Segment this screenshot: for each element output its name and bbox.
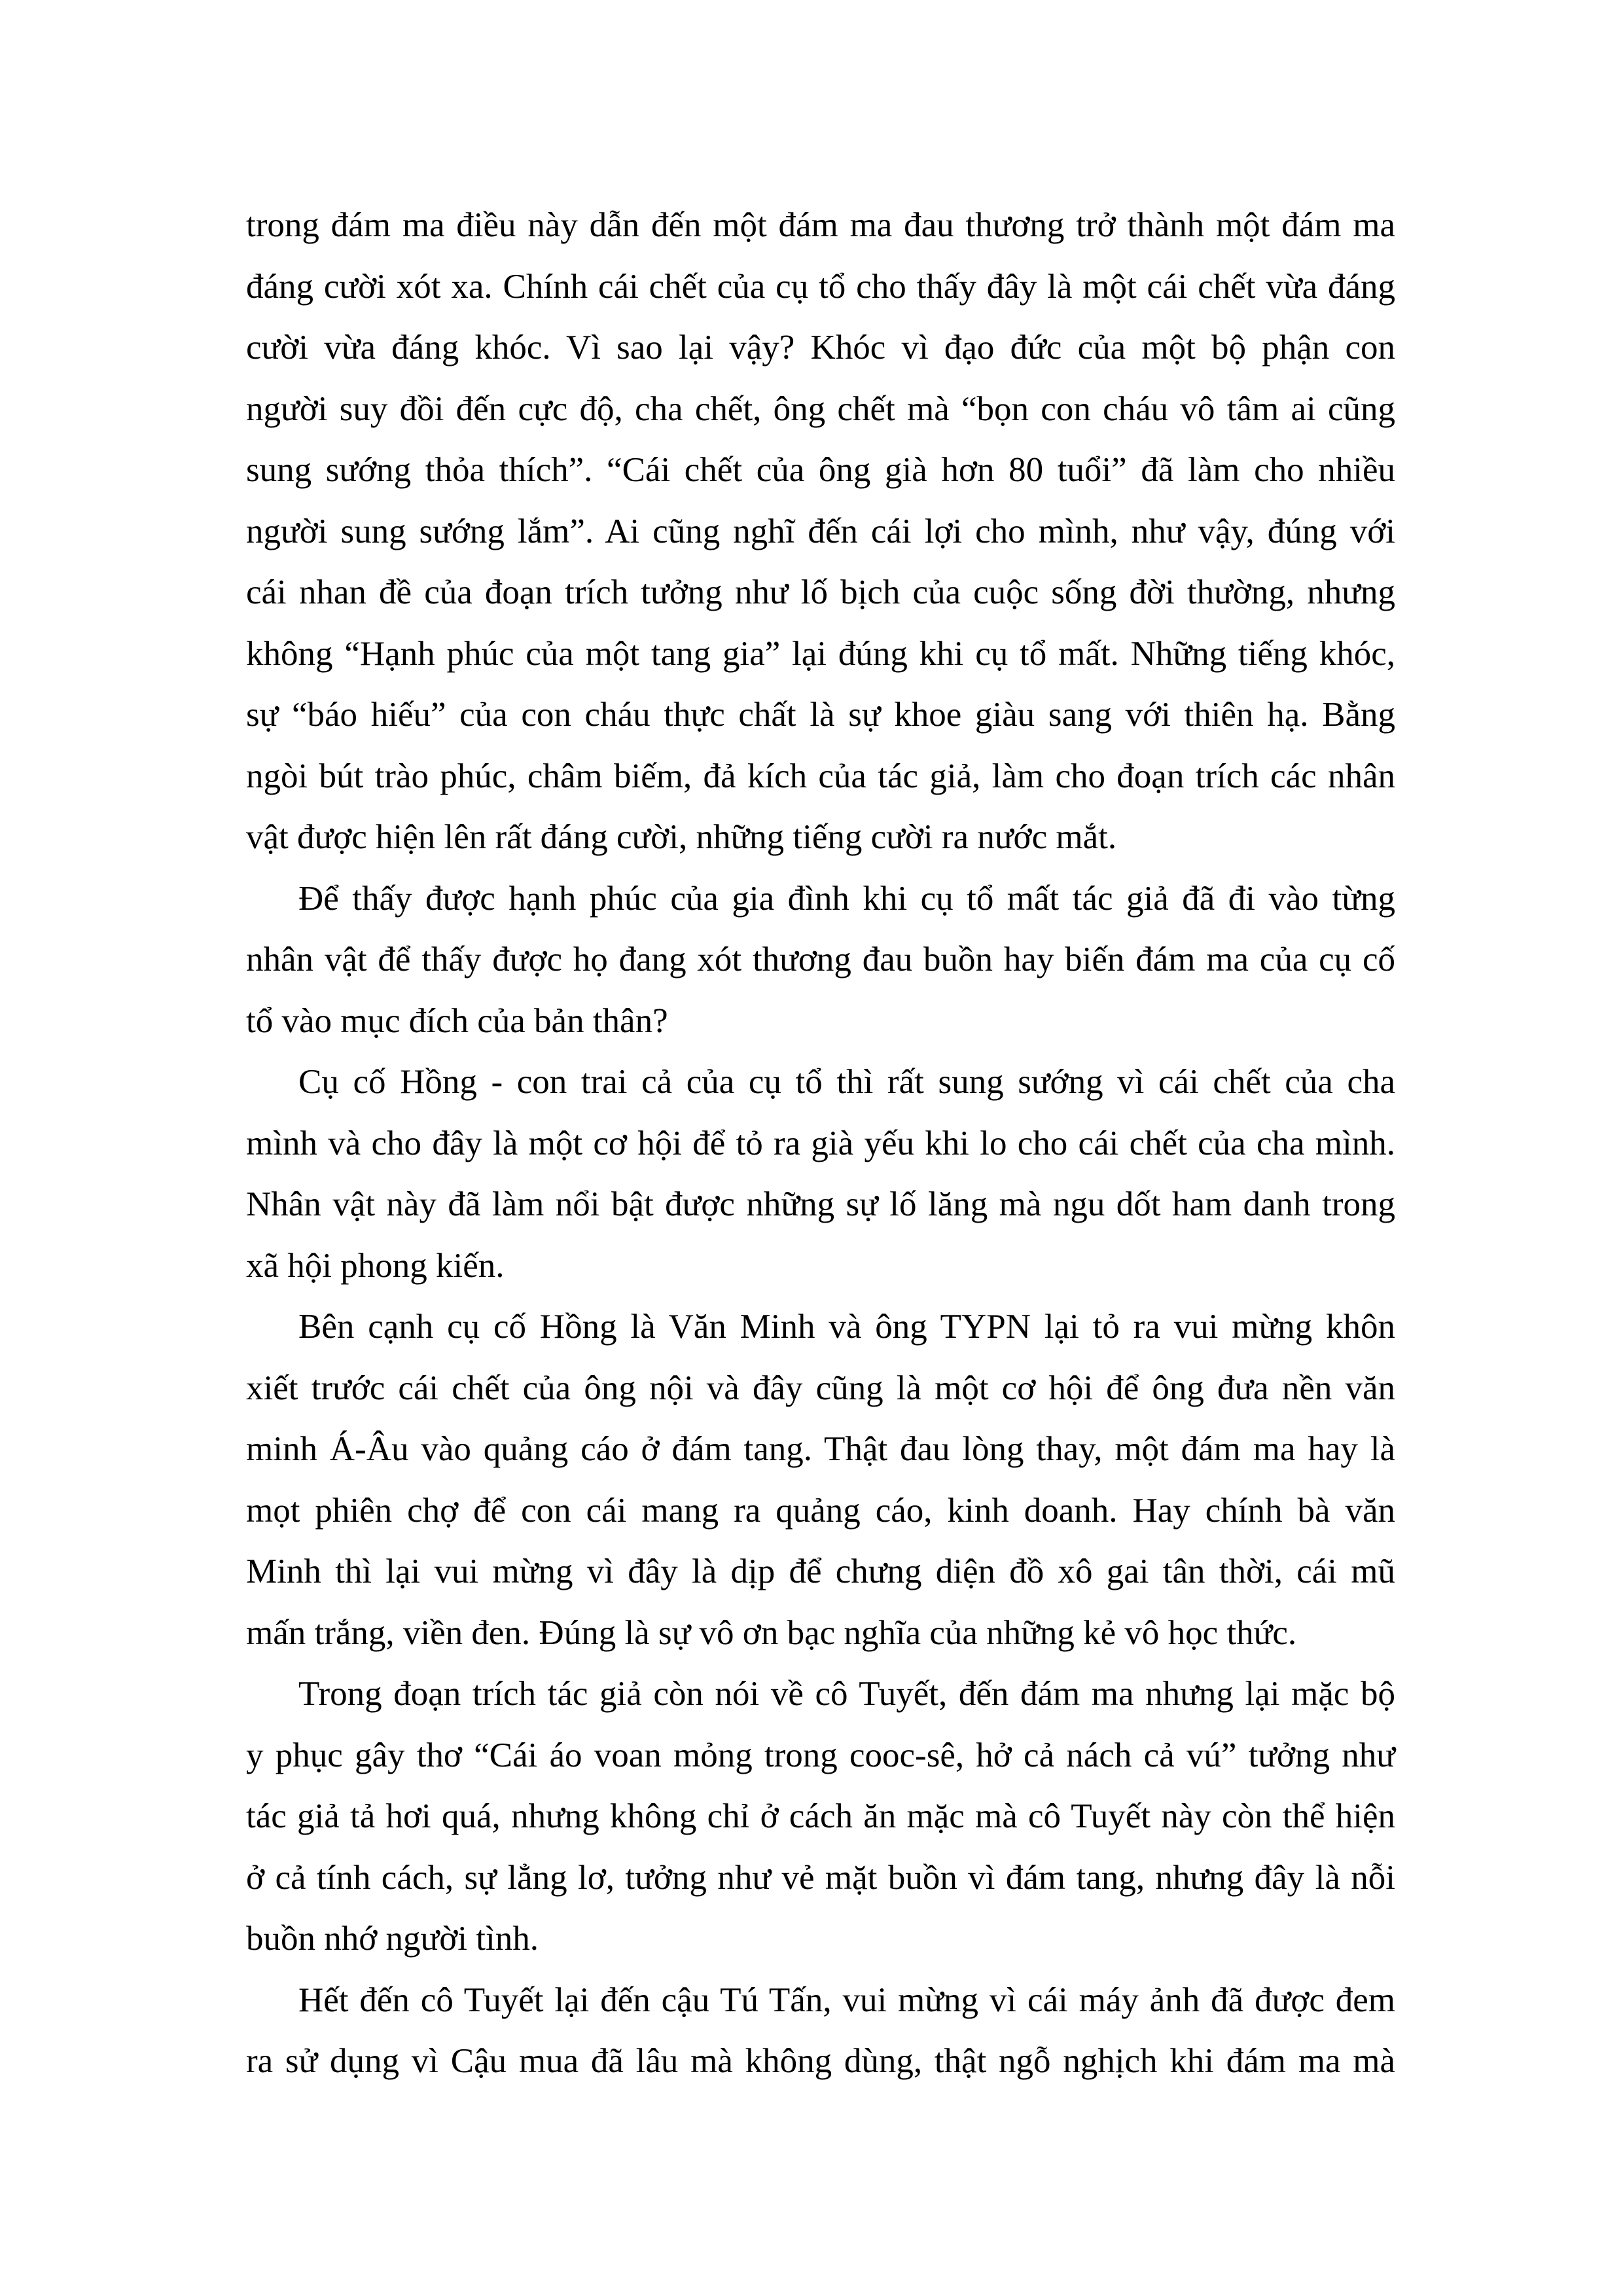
text-line: ra sử dụng vì Cậu mua đã lâu mà không dùng, thật ngỗ nghịch khi đám ma mà	[246, 2042, 1395, 2080]
text-line: Để thấy được hạnh phúc của gia đình khi cụ tổ mất tác giả đã đi vào từng	[298, 879, 1395, 918]
text-line: minh Á-Âu vào quảng cáo ở đám tang. Thật đau lòng thay, một đám ma hay là	[246, 1430, 1395, 1468]
paragraph	[246, 195, 1395, 869]
text-line: cười vừa đáng khóc. Vì sao lại vậy? Khóc vì đạo đức của một bộ phận con	[246, 329, 1395, 367]
paragraph	[246, 869, 1395, 1052]
text-line: cái nhan đề của đoạn trích tưởng như lố bịch của cuộc sống đời thường, nhưng	[246, 573, 1395, 611]
text-line: trong đám ma điều này dẫn đến một đám ma đau thương trở thành một đám ma	[246, 206, 1395, 244]
text-line: Minh thì lại vui mừng vì đây là dịp để chưng diện đồ xô gai tân thời, cái mũ	[246, 1552, 1395, 1590]
text-line: mình và cho đây là một cơ hội để tỏ ra già yếu khi lo cho cái chết của cha mình.	[246, 1124, 1395, 1162]
text-line: Cụ cố Hồng - con trai cả của cụ tổ thì rất sung sướng vì cái chết của cha	[298, 1063, 1395, 1101]
text-line: Nhân vật này đã làm nổi bật được những sự lố lăng mà ngu dốt ham danh trong	[246, 1185, 1395, 1223]
text-line: người suy đồi đến cực độ, cha chết, ông chết mà “bọn con cháu vô tâm ai cũng	[246, 389, 1395, 428]
text-line: không “Hạnh phúc của một tang gia” lại đúng khi cụ tổ mất. Những tiếng khóc,	[246, 634, 1395, 673]
text-line: người sung sướng lắm”. Ai cũng nghĩ đến cái lợi cho mình, như vậy, đúng với	[246, 512, 1395, 550]
paragraph	[246, 1297, 1395, 1664]
text-line: y phục gây thơ “Cái áo voan mỏng trong cooc-sê, hở cả nách cả vú” tưởng như	[246, 1736, 1395, 1774]
text-line: nhân vật để thấy được họ đang xót thương đau buồn hay biến đám ma của cụ cố	[246, 941, 1395, 978]
paragraph	[246, 1052, 1395, 1297]
text-line: sung sướng thỏa thích”. “Cái chết của ông già hơn 80 tuổi” đã làm cho nhiều	[246, 451, 1395, 489]
text-line: sự “báo hiếu” của con cháu thực chất là sự khoe giàu sang với thiên hạ. Bằng	[246, 696, 1395, 734]
text-line: vật được hiện lên rất đáng cười, những tiếng cười ra nước mắt.	[246, 818, 1117, 856]
text-line: Hết đến cô Tuyết lại đến cậu Tú Tấn, vui mừng vì cái máy ảnh đã được đem	[298, 1981, 1395, 2019]
text-line: mọt phiên chợ để con cái mang ra quảng cáo, kinh doanh. Hay chính bà văn	[246, 1491, 1395, 1530]
body-text	[246, 195, 1395, 2092]
text-line: Bên cạnh cụ cố Hồng là Văn Minh và ông TYPN lại tỏ ra vui mừng khôn	[298, 1308, 1395, 1346]
paragraph	[246, 1664, 1395, 1970]
text-line: buồn nhớ người tình.	[246, 1920, 539, 1958]
text-line: xã hội phong kiến.	[246, 1246, 505, 1285]
text-line: mấn trắng, viền đen. Đúng là sự vô ơn bạc nghĩa của những kẻ vô học thức.	[246, 1613, 1297, 1652]
text-line: tác giả tả hơi quá, nhưng không chỉ ở cách ăn mặc mà cô Tuyết này còn thể hiện	[246, 1797, 1395, 1835]
text-line: tổ vào mục đích của bản thân?	[246, 1001, 668, 1040]
text-line: xiết trước cái chết của ông nội và đây cũng là một cơ hội để ông đưa nền văn	[246, 1369, 1395, 1407]
text-line: ngòi bút trào phúc, châm biếm, đả kích của tác giả, làm cho đoạn trích các nhân	[246, 757, 1395, 795]
text-line: ở cả tính cách, sự lẳng lơ, tưởng như vẻ mặt buồn vì đám tang, nhưng đây là nỗi	[246, 1858, 1395, 1897]
text-line: Trong đoạn trích tác giả còn nói về cô Tuyết, đến đám ma nhưng lại mặc bộ	[298, 1675, 1395, 1713]
paragraph	[246, 1970, 1395, 2092]
text-line: đáng cười xót xa. Chính cái chết của cụ tổ cho thấy đây là một cái chết vừa đáng	[246, 267, 1395, 306]
